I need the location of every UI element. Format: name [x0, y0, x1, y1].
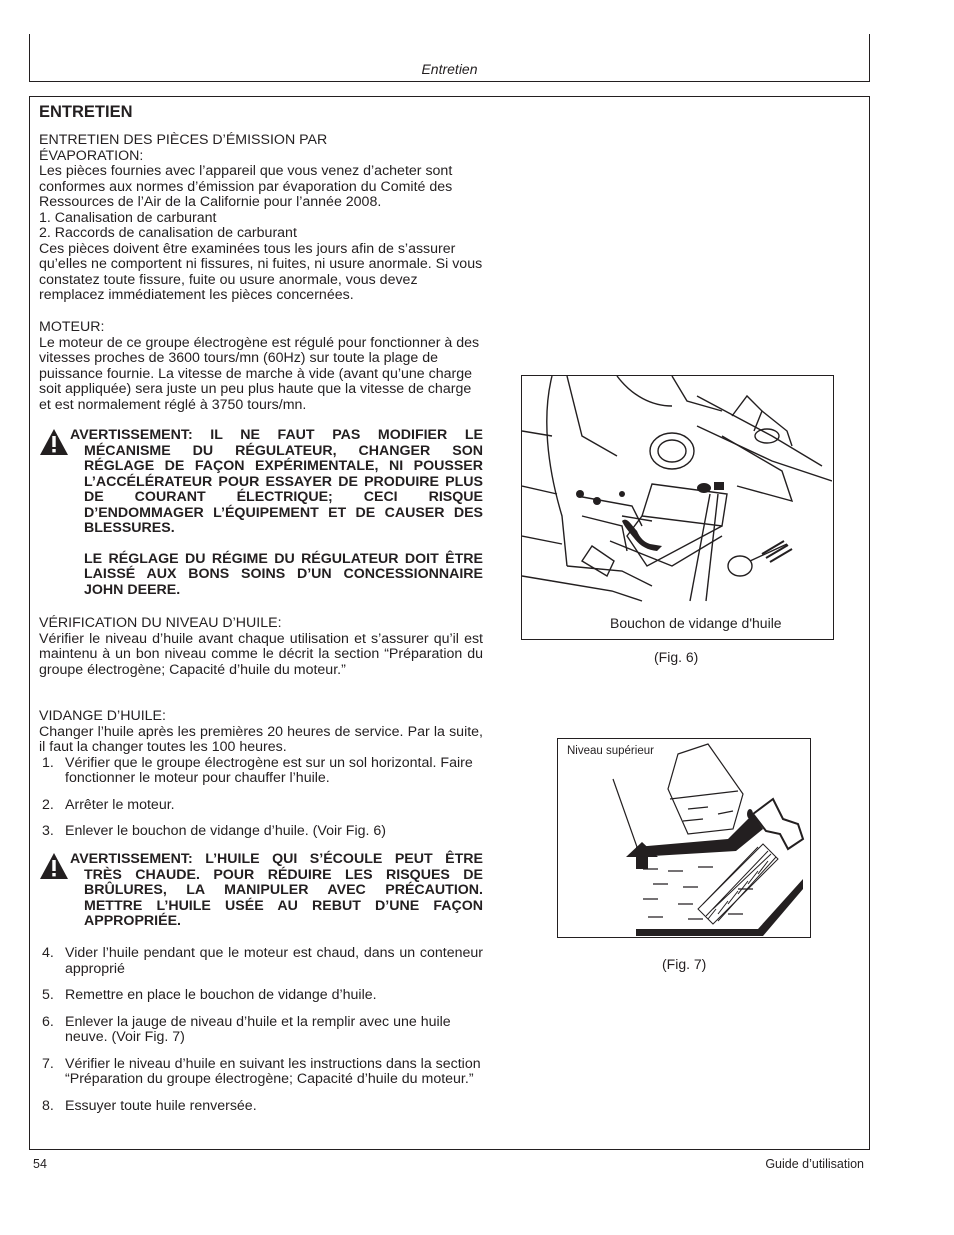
oil-check-heading: VÉRIFICATION DU NIVEAU D’HUILE: — [39, 615, 282, 631]
warning-governor-rest: MÉCANISME DU RÉGULATEUR, CHANGER SON RÉGLAGE DE FAÇON EXPÉRIMENTALE, NI POUSSER L’ACCÉLÉRATEUR POUR ESSAYER DE PRODUIRE PLUS DE COURANT ÉLECTRIQUE; CECI RISQUE D’ENDOMMAGER L’ÉQUIPEMENT ET DE CAUSER DES BLESSURES. — [84, 442, 483, 536]
running-title: Entretien — [421, 61, 478, 77]
figure-7-label: Niveau supérieur — [567, 745, 654, 757]
warning-governor — [39, 428, 483, 598]
header-frame — [29, 34, 870, 82]
step-number: 8. — [42, 1097, 54, 1114]
step-number: 5. — [42, 987, 54, 1003]
warning-governor-lead: AVERTISSEMENT: IL NE FAUT PAS MODIFIER LE — [70, 427, 483, 443]
step-item — [39, 988, 483, 1004]
emission-heading-2: ÉVAPORATION: — [39, 147, 144, 164]
step-item — [39, 946, 483, 977]
oil-check-section — [39, 616, 483, 678]
step-text: Enlever le bouchon de vidange d’huile. (Voir Fig. 6) — [65, 823, 386, 839]
step-item — [39, 824, 483, 840]
figure-6-frame — [521, 375, 834, 640]
oil-check-body: Vérifier le niveau d’huile avant chaque utilisation et s’assurer qu’il est maintenu à un bon niveau comme le décrit la section “Préparation du groupe électrogène; Capacité d’huile du moteur.” — [39, 630, 483, 678]
step-item — [39, 1015, 483, 1046]
figure-6-caption: (Fig. 6) — [654, 649, 699, 665]
oil-change-section — [39, 709, 483, 840]
emission-heading-1: ENTRETIEN DES PIÈCES D’ÉMISSION PAR — [39, 132, 328, 148]
step-text: Essuyer toute huile renversée. — [65, 1097, 257, 1114]
warning-hot-oil-rest: TRÈS CHAUDE. POUR RÉDUIRE LES RISQUES DE BRÛLURES, LA MANIPULER AVEC PRÉCAUTION. METTRE L’HUILE USÉE AU REBUT D’UNE FAÇON APPROPRIÉE. — [84, 866, 483, 929]
step-text: Vérifier que le groupe électrogène est sur un sol horizontal. Faire fonctionner le moteur pour chauffer l’huile. — [65, 754, 473, 786]
footer-guide-title: Guide d’utilisation — [765, 1157, 864, 1171]
step-item — [39, 756, 483, 787]
oil-drain-plug-illustration — [522, 376, 832, 638]
engine-heading: MOTEUR: — [39, 319, 105, 335]
engine-section — [39, 320, 483, 413]
step-text: Remettre en place le bouchon de vidange d’huile. — [65, 987, 377, 1003]
step-text: Enlever la jauge de niveau d’huile et la remplir avec une huile neuve. (Voir Fig. 7) — [65, 1013, 451, 1045]
step-number: 3. — [42, 823, 54, 839]
emission-item-2: 2. Raccords de canalisation de carburant — [39, 225, 297, 241]
warning-triangle-icon — [39, 428, 69, 456]
warning-hot-oil-lead: AVERTISSEMENT: L’HUILE QUI S’ÉCOULE PEUT ÊTRE — [70, 851, 483, 867]
oil-fill-illustration — [558, 739, 810, 937]
engine-body: Le moteur de ce groupe électrogène est régulé pour fonctionner à des vitesses proches de 3600 tours/mn (60Hz) sur toute la plage de puissance fournie. La vitesse de marche à vide (avant qu’une charge soit appliquée) sera juste un peu plus haute que la vitesse de charge et est normalement réglé à 3750 tours/mn. — [39, 334, 480, 413]
emission-item-1: 1. Canalisation de carburant — [39, 209, 217, 226]
figure-6-label: Bouchon de vidange d'huile — [610, 615, 782, 631]
step-text: Vérifier le niveau d’huile en suivant les instructions dans la section “Préparation du groupe électrogène; Capacité d’huile du moteur.” — [65, 1055, 481, 1087]
oil-change-body: Changer l’huile après les premières 20 heures de service. Par la suite, il faut la changer toutes les 100 heures. — [39, 723, 483, 755]
step-text: Arrêter le moteur. — [65, 796, 175, 813]
emission-body: Les pièces fournies avec l’appareil que vous venez d’acheter sont conformes aux normes d’émission par évaporation du Comité des Ressources de l’Air de la Californie pour l’année 2008. — [39, 163, 453, 210]
oil-change-steps-continued — [39, 946, 483, 1114]
step-item — [39, 1057, 483, 1088]
warning-hot-oil — [39, 852, 483, 930]
step-number: 2. — [42, 796, 54, 813]
figure-7-frame — [557, 738, 811, 938]
figure-7-caption: (Fig. 7) — [662, 956, 707, 972]
step-number: 4. — [42, 945, 54, 961]
step-number: 7. — [42, 1055, 54, 1072]
step-number: 1. — [42, 754, 54, 771]
section-title: ENTRETIEN — [39, 103, 133, 121]
step-text: Vider l’huile pendant que le moteur est chaud, dans un conteneur approprié — [65, 945, 483, 977]
warning-governor-dealer: LE RÉGLAGE DU RÉGIME DU RÉGULATEUR DOIT ÊTRE LAISSÉ AUX BONS SOINS D’UN CONCESSIONNAIRE JOHN DEERE. — [84, 550, 483, 598]
page-number: 54 — [33, 1157, 47, 1171]
emission-section — [39, 133, 483, 304]
step-item — [39, 1099, 483, 1115]
emission-inspection: Ces pièces doivent être examinées tous les jours afin de s’assurer qu’elles ne comportent ni fissures, ni fuites, ni usure anormale. Si vous constatez toute fissure, fuite ou usure anormale, vous devez remplacez immédiatement les pièces concernées. — [39, 240, 483, 303]
oil-change-heading: VIDANGE D’HUILE: — [39, 708, 166, 724]
warning-triangle-icon — [39, 852, 69, 880]
step-number: 6. — [42, 1013, 54, 1030]
step-item — [39, 798, 483, 814]
